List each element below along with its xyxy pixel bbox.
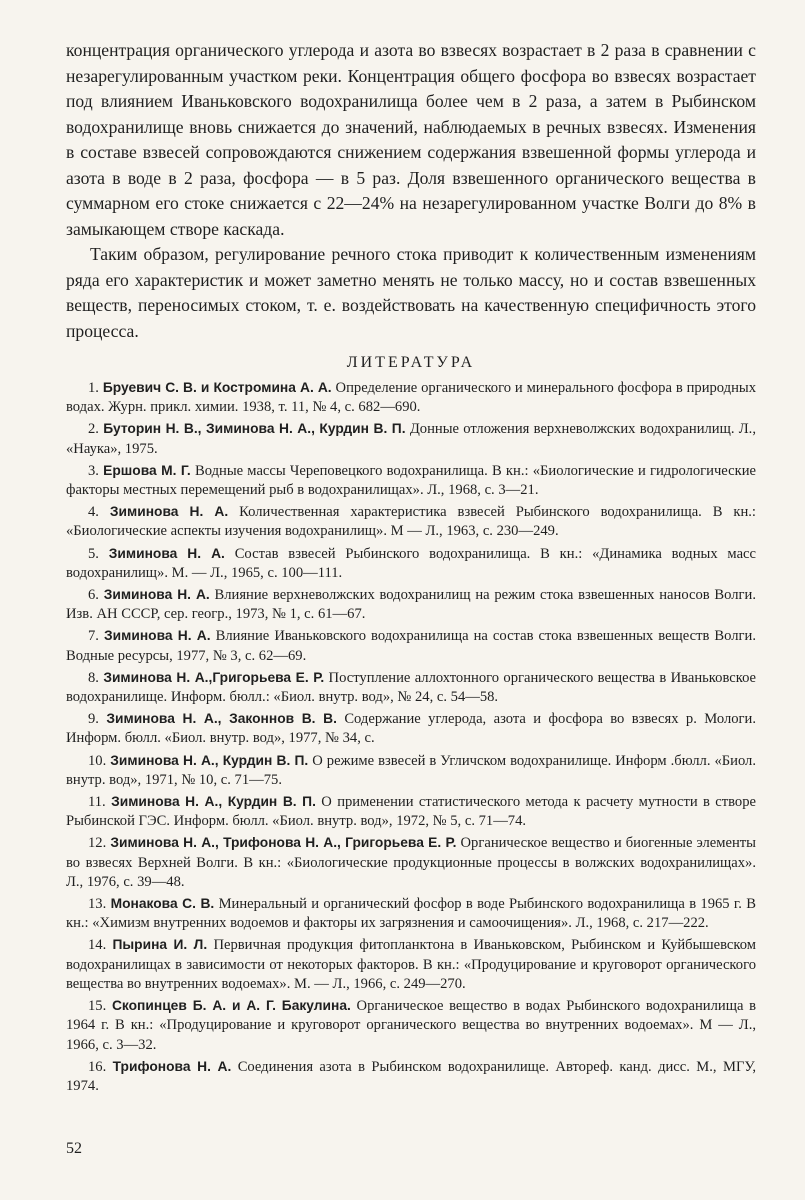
reference-authors: Зиминова Н. А. (108, 545, 225, 561)
reference-text: Влияние верхневолжских водохранилищ на режим стока взвешенных наносов Волги. Изв. АН СССР, сер. геогр., 1973, № 1, с. 61—67. (66, 587, 756, 623)
body-paragraph: концентрация органического углерода и азота во взвесях возрастает в 2 раза в сравнении с незарегулированным участком реки. Концентрация общего фосфора во взвесях возрастает под влиянием Иваньковского водохранилища более чем в 2 раза, а затем в Рыбинском водохранилище вновь снижается до значений, наблюдаемых в речных взвесях. Изменения в составе взвесей сопровождаются снижением содержания взвешенной формы углерода и азота в воде в 2 раза, фосфора — в 5 раз. Доля взвешенного органического вещества в суммарном его стоке снижается с 22—24% на незарегулированном участке Волги до 8% в замыкающем створе каскада. (66, 40, 756, 239)
reference-item (66, 585, 756, 624)
reference-text: Первичная продукция фитопланктона в Иваньковском, Рыбинском и Куйбышевском водохранилищах в зависимости от некоторых факторов. В кн.: «Продуцирование и круговорот органического вещества во внутренних водоемах». М. — Л., 1966, с. 249—270. (66, 937, 757, 992)
reference-authors: Зиминова Н. А., Законнов В. В. (106, 711, 337, 727)
reference-item (66, 544, 756, 583)
reference-number: 12. (88, 835, 107, 852)
reference-authors: Зиминова Н. А. (104, 628, 211, 644)
reference-text: Поступление аллохтонного органического вещества в Иваньковское водохранилище. Информ. бюлл.: «Биол. внутр. вод», № 24, с. 54—58. (66, 669, 757, 706)
reference-authors: Монакова С. В. (110, 896, 215, 912)
reference-text: Влияние Иваньковского водохранилища на состав стока взвешенных веществ Волги. Водные ресурсы, 1977, № 3, с. 62—69. (66, 628, 756, 664)
reference-item (66, 626, 756, 665)
reference-text: Соединения азота в Рыбинском водохранилище. Автореф. канд. дисс. М., МГУ, 1974. (66, 1058, 756, 1094)
body-paragraph: Таким образом, регулирование речного стока приводит к количественным изменениям ряда его характеристик и может заметно менять не только массу, но и состав взвешенных веществ, переносимых стоком, т. е. воздействовать на качественную специфичность этого процесса. (66, 244, 756, 341)
references-list (66, 378, 756, 1096)
page-content (66, 38, 756, 1098)
reference-number: 3. (88, 462, 99, 479)
reference-text: О применении статистического метода к расчету мутности в створе Рыбинской ГЭС. Информ. бюлл. «Биол. внутр. вод», 1972, № 5, с. 71—74. (66, 794, 756, 830)
reference-authors: Зиминова Н. А., Курдин В. П. (110, 752, 309, 768)
reference-authors: Зиминова Н. А., Курдин В. П. (111, 794, 316, 810)
reference-item (66, 378, 756, 417)
reference-item (66, 1057, 756, 1096)
reference-number: 11. (88, 794, 106, 811)
reference-number: 1. (88, 380, 99, 396)
reference-item (66, 996, 756, 1055)
reference-number: 16. (88, 1058, 107, 1075)
reference-number: 10. (88, 752, 107, 769)
body-text (66, 38, 756, 344)
reference-authors: Зиминова Н. А. (109, 504, 229, 520)
reference-authors: Пырина И. Л. (112, 937, 208, 953)
reference-authors: Бруевич С. В. и Костромина А. А. (102, 380, 332, 395)
reference-item (66, 668, 756, 707)
reference-authors: Зиминова Н. А.,Григорьева Е. Р. (103, 669, 325, 685)
reference-item (66, 461, 756, 500)
page-number: 52 (66, 1140, 82, 1157)
reference-text: Минеральный и органический фосфор в воде Рыбинского водохранилища в 1965 г. В кн.: «Химизм внутренних водоемов и факторы их загрязнения и самоочищения». Л., 1968, с. 217—222. (66, 896, 756, 932)
reference-number: 2. (88, 421, 99, 438)
reference-authors: Зиминова Н. А., Трифонова Н. А., Григорьева Е. Р. (110, 835, 457, 851)
reference-number: 5. (88, 545, 99, 562)
reference-number: 4. (88, 504, 99, 521)
reference-number: 13. (88, 896, 107, 913)
references-heading: ЛИТЕРАТУРА (346, 354, 476, 371)
reference-number: 8. (88, 669, 99, 686)
reference-text: Количественная характеристика взвесей Рыбинского водохранилища. В кн.: «Биологические аспекты изучения водохранилищ». М — Л., 1963, с. 230—249. (66, 504, 756, 540)
reference-text: Определение органического и минерального фосфора в природных водах. Журн. прикл. химии. 1938, т. 11, № 4, с. 682—690. (66, 380, 757, 416)
reference-text: Содержание углерода, азота и фосфора во взвесях р. Мологи. Информ. бюлл. «Биол. внутр. вод», 1977, № 34, с. (66, 711, 756, 747)
reference-item (66, 792, 756, 831)
reference-number: 14. (88, 937, 107, 954)
reference-item (66, 502, 756, 541)
reference-item (66, 419, 756, 458)
reference-text: О режиме взвесей в Угличском водохранилище. Информ .бюлл. «Биол. внутр. вод», 1971, № 10, с. 71—75. (66, 752, 756, 788)
reference-number: 6. (88, 587, 99, 604)
reference-item (66, 751, 756, 790)
reference-authors: Зиминова Н. А. (103, 587, 210, 603)
reference-number: 15. (88, 998, 107, 1015)
reference-number: 9. (88, 711, 99, 728)
reference-authors: Скопинцев Б. А. и А. Г. Бакулина. (111, 998, 351, 1014)
reference-authors: Буторин Н. В., Зиминова Н. А., Курдин В. П. (103, 421, 406, 437)
reference-text: Органическое вещество и биогенные элементы во взвесях Верхней Волги. В кн.: «Биологические продукционные процессы в волжских водохранилищах». Л., 1976, с. 39—48. (66, 835, 756, 890)
reference-text: Донные отложения верхневолжских водохранилищ. Л., «Наука», 1975. (66, 421, 756, 457)
reference-item (66, 894, 756, 933)
reference-text: Водные массы Череповецкого водохранилища. В кн.: «Биологические и гидрологические факторы местных перемещений рыб в водохранилищах». Л., 1968, с. 3—21. (66, 462, 757, 499)
reference-number: 7. (88, 628, 99, 645)
reference-text: Состав взвесей Рыбинского водохранилища. В кн.: «Динамика водных масс водохранилищ». М. — Л., 1965, с. 100—111. (66, 545, 757, 581)
reference-item (66, 833, 756, 892)
reference-item (66, 709, 756, 748)
reference-authors: Ершова М. Г. (103, 462, 191, 478)
reference-text: Органическое вещество в водах Рыбинского водохранилища в 1964 г. В кн.: «Продуцирование и круговорот органического вещества во внутренних водоемах». М — Л., 1966, с. 3—32. (66, 998, 756, 1053)
reference-authors: Трифонова Н. А. (112, 1058, 232, 1074)
reference-item (66, 935, 756, 994)
